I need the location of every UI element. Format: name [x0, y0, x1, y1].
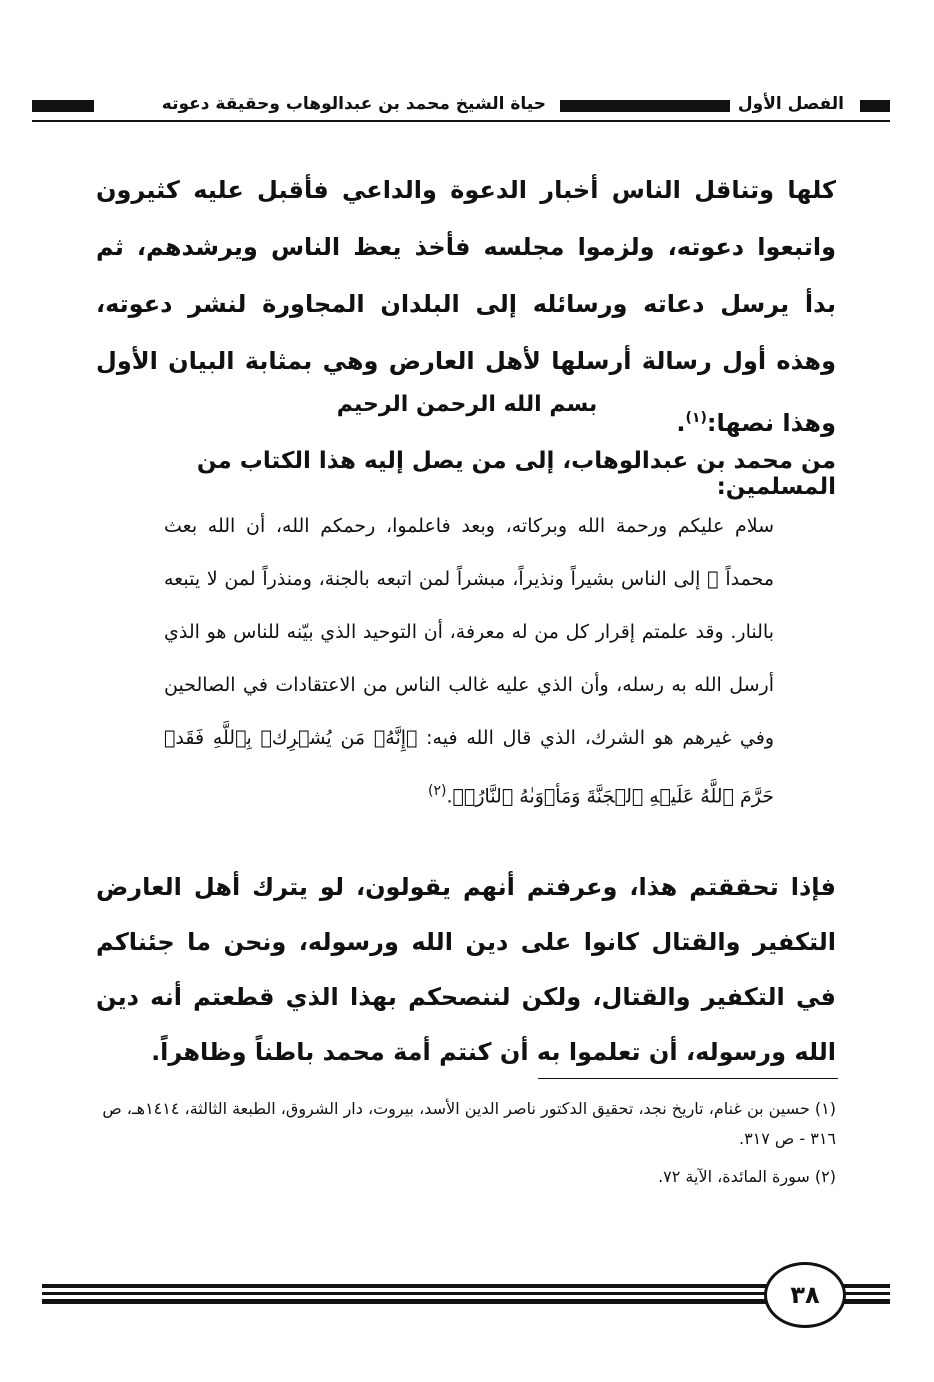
- closing-paragraph: فإذا تحققتم هذا، وعرفتم أنهم يقولون، لو يترك أهل العارض التكفير والقتال كانوا على دين الله ورسوله، ونحن ما جئناكم في التكفير والقتال، ولكن لننصحكم بهذا الذي قطعتم أنه دين الله ورسوله، أن تعلموا به أن كنتم أمة محمد باطناً وظاهراً.: [96, 873, 836, 1066]
- page-number: ٣٨: [764, 1262, 846, 1328]
- running-header: [32, 92, 890, 124]
- book-title: حياة الشيخ محمد بن عبدالوهاب وحقيقة دعوته: [161, 94, 546, 114]
- header-bar-left: [32, 100, 94, 112]
- intro-text: كلها وتناقل الناس أخبار الدعوة والداعي فأقبل عليه كثيرون واتبعوا دعوته، ولزموا مجلسه فأخذ يعظ الناس ويرشدهم، ثم بدأ يرسل دعاته ورسائله إلى البلدان المجاورة لنشر دعوته، وهذه أول رسالة أرسلها لأهل العارض وهي بمثابة البيان الأول وهذا نصها:: [96, 176, 836, 437]
- footer-rules: [42, 1284, 890, 1304]
- header-bar-middle: [560, 100, 730, 112]
- footer-rule-middle: [42, 1292, 890, 1295]
- header-bar-right: [860, 100, 890, 112]
- letter-quote: [164, 500, 774, 823]
- letter-addressee: من محمد بن عبدالوهاب، إلى من يصل إليه هذا الكتاب من المسلمين:: [196, 448, 836, 500]
- header-rule: [32, 120, 890, 122]
- footnote-ref-2: (٢): [428, 783, 447, 799]
- chapter-label: الفصل الأول: [737, 94, 844, 114]
- intro-paragraph: كلها وتناقل الناس أخبار الدعوة والداعي فأقبل عليه كثيرون واتبعوا دعوته، ولزموا مجلسه فأخذ يعظ الناس ويرشدهم، ثم بدأ يرسل دعاته ورسائله إلى البلدان المجاورة لنشر دعوته، وهذه أول رسالة أرسلها لأهل العارض وهي بمثابة البيان الأول وهذا نصها:$^{(١)}$.: [96, 176, 836, 437]
- footnote-2: (٢) سورة المائدة، الآية ٧٢.: [658, 1167, 836, 1186]
- footnote-1: (١) حسين بن غنام، تاريخ نجد، تحقيق الدكتور ناصر الدين الأسد، بيروت، دار الشروق، الطبعة الثالثة، ١٤١٤هـ، ص ٣١٦ - ص ٣١٧.: [102, 1099, 836, 1148]
- footer-rule-top: [42, 1284, 890, 1288]
- basmala: بسم الله الرحمن الرحيم: [336, 392, 598, 417]
- footnote-rule: [538, 1078, 838, 1079]
- footer-rule-bottom: [42, 1299, 890, 1304]
- letter-text: سلام عليكم ورحمة الله وبركاته، وبعد فاعلموا، رحمكم الله، أن الله بعث محمداً ﷺ إلى الناس بشيراً ونذيراً، مبشراً لمن اتبعه بالجنة، ومنذراً لمن لا يتبعه بالنار. وقد علمتم إقرار كل من له معرفة، أن التوحيد الذي بيّنه للناس هو الذي أرسل الله به رسله، وأن الذي عليه غالب الناس من الاعتقادات في الصالحين وفي غيرهم هو الشرك، الذي قال الله فيه: ﴿إِنَّهُۥ مَن يُشۡرِكۡ بِٱللَّهِ فَقَدۡ حَرَّمَ ٱللَّهُ عَلَيۡهِ ٱلۡجَنَّةَ وَمَأۡوَىٰهُ ٱلنَّارُۖ﴾.: [164, 515, 774, 808]
- footnote-ref-1: (١): [685, 410, 707, 426]
